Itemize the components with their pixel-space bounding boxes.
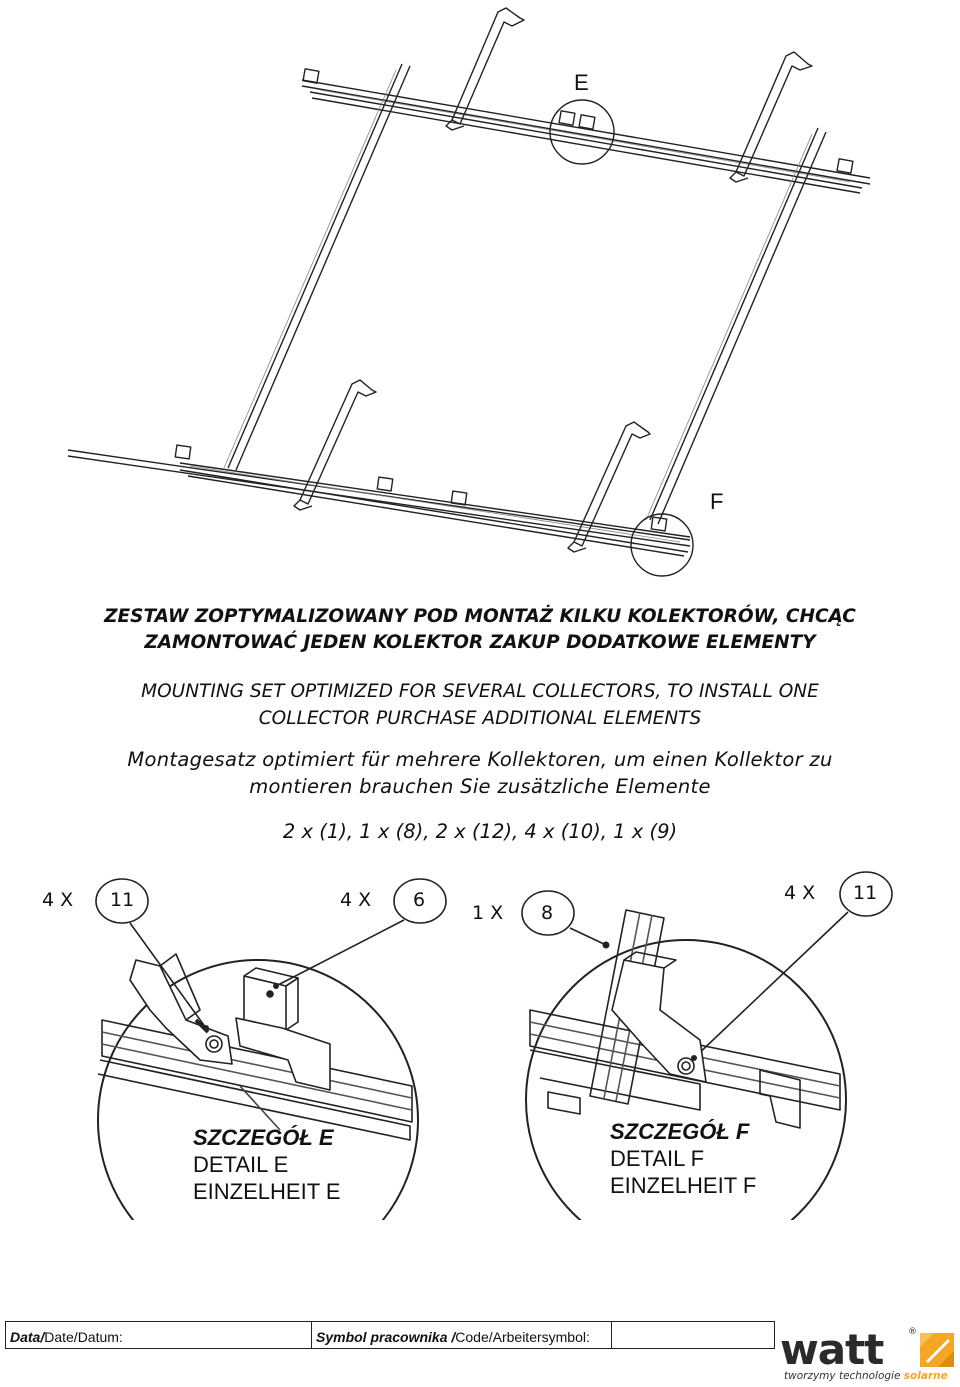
detail-e-pl: SZCZEGÓŁ E <box>193 1125 334 1150</box>
callout-2-qty: 4 X <box>340 889 372 911</box>
callout-4-part: 11 <box>853 882 878 904</box>
right-profile <box>646 128 826 524</box>
english-text <box>0 678 960 732</box>
symbol-label: Code/Arbeitersymbol: <box>455 1329 590 1345</box>
quantities-line: 2 x (1), 1 x (8), 2 x (12), 4 x (10), 1 x (9) <box>282 820 678 843</box>
detail-f-en: DETAIL F <box>610 1146 705 1171</box>
lower-rail <box>68 450 690 556</box>
logo-tagline-a: tworzymy technologie <box>784 1370 904 1382</box>
watt-logo <box>780 1325 955 1385</box>
logo-registered: ® <box>908 1327 917 1337</box>
english-text-line-1: MOUNTING SET OPTIMIZED FOR SEVERAL COLLECTORS, TO INSTALL ONE <box>141 681 819 702</box>
logo-wordmark: watt <box>780 1325 884 1374</box>
logo-sun-icon <box>920 1333 954 1367</box>
detail-e-de: EINZELHEIT E <box>193 1179 341 1204</box>
symbol-value-cell[interactable] <box>612 1322 774 1348</box>
callout-3-part: 8 <box>541 902 554 924</box>
symbol-cell[interactable] <box>312 1322 612 1348</box>
mounting-drawing <box>0 0 960 600</box>
logo-tagline-b: solarne <box>903 1370 948 1382</box>
polish-title-line-1: ZESTAW ZOPTYMALIZOWANY POD MONTAŻ KILKU KOLEKTORÓW, CHCĄC <box>104 606 856 627</box>
footer-table <box>5 1321 775 1349</box>
german-text-line-2: montieren brauchen Sie zusätzliche Elemente <box>249 775 711 798</box>
detail-e-block <box>236 968 330 1090</box>
symbol-label-bold: Symbol pracownika / <box>316 1329 456 1345</box>
polish-title-line-2: ZAMONTOWAĆ JEDEN KOLEKTOR ZAKUP DODATKOWE ELEMENTY <box>144 632 816 653</box>
detail-f-pl: SZCZEGÓŁ F <box>610 1119 750 1144</box>
callout-2-part: 6 <box>413 889 426 911</box>
german-text-line-1: Montagesatz optimiert für mehrere Kollektoren, um einen Kollektor zu <box>127 748 833 771</box>
callout-3-qty: 1 X <box>472 902 504 924</box>
detail-e-en: DETAIL E <box>193 1152 289 1177</box>
detail-f-clamp <box>612 952 706 1082</box>
callout-1-qty: 4 X <box>42 889 74 911</box>
english-text-line-2: COLLECTOR PURCHASE ADDITIONAL ELEMENTS <box>258 708 702 729</box>
left-profile <box>224 64 410 470</box>
polish-title <box>0 604 960 656</box>
callout-1-part: 11 <box>110 889 135 911</box>
detail-e-clamp <box>130 954 232 1064</box>
label-e: E <box>574 70 589 95</box>
logo-tagline <box>784 1370 948 1382</box>
date-label: Date/Datum: <box>44 1329 123 1345</box>
detail-e-label <box>193 1124 341 1205</box>
callout-4-qty: 4 X <box>784 882 816 904</box>
label-f: F <box>710 489 724 514</box>
date-label-bold: Data/ <box>10 1329 45 1345</box>
detail-f-label <box>610 1118 756 1199</box>
german-text <box>0 746 960 800</box>
date-cell[interactable] <box>6 1322 312 1348</box>
detail-f-de: EINZELHEIT F <box>610 1173 757 1198</box>
